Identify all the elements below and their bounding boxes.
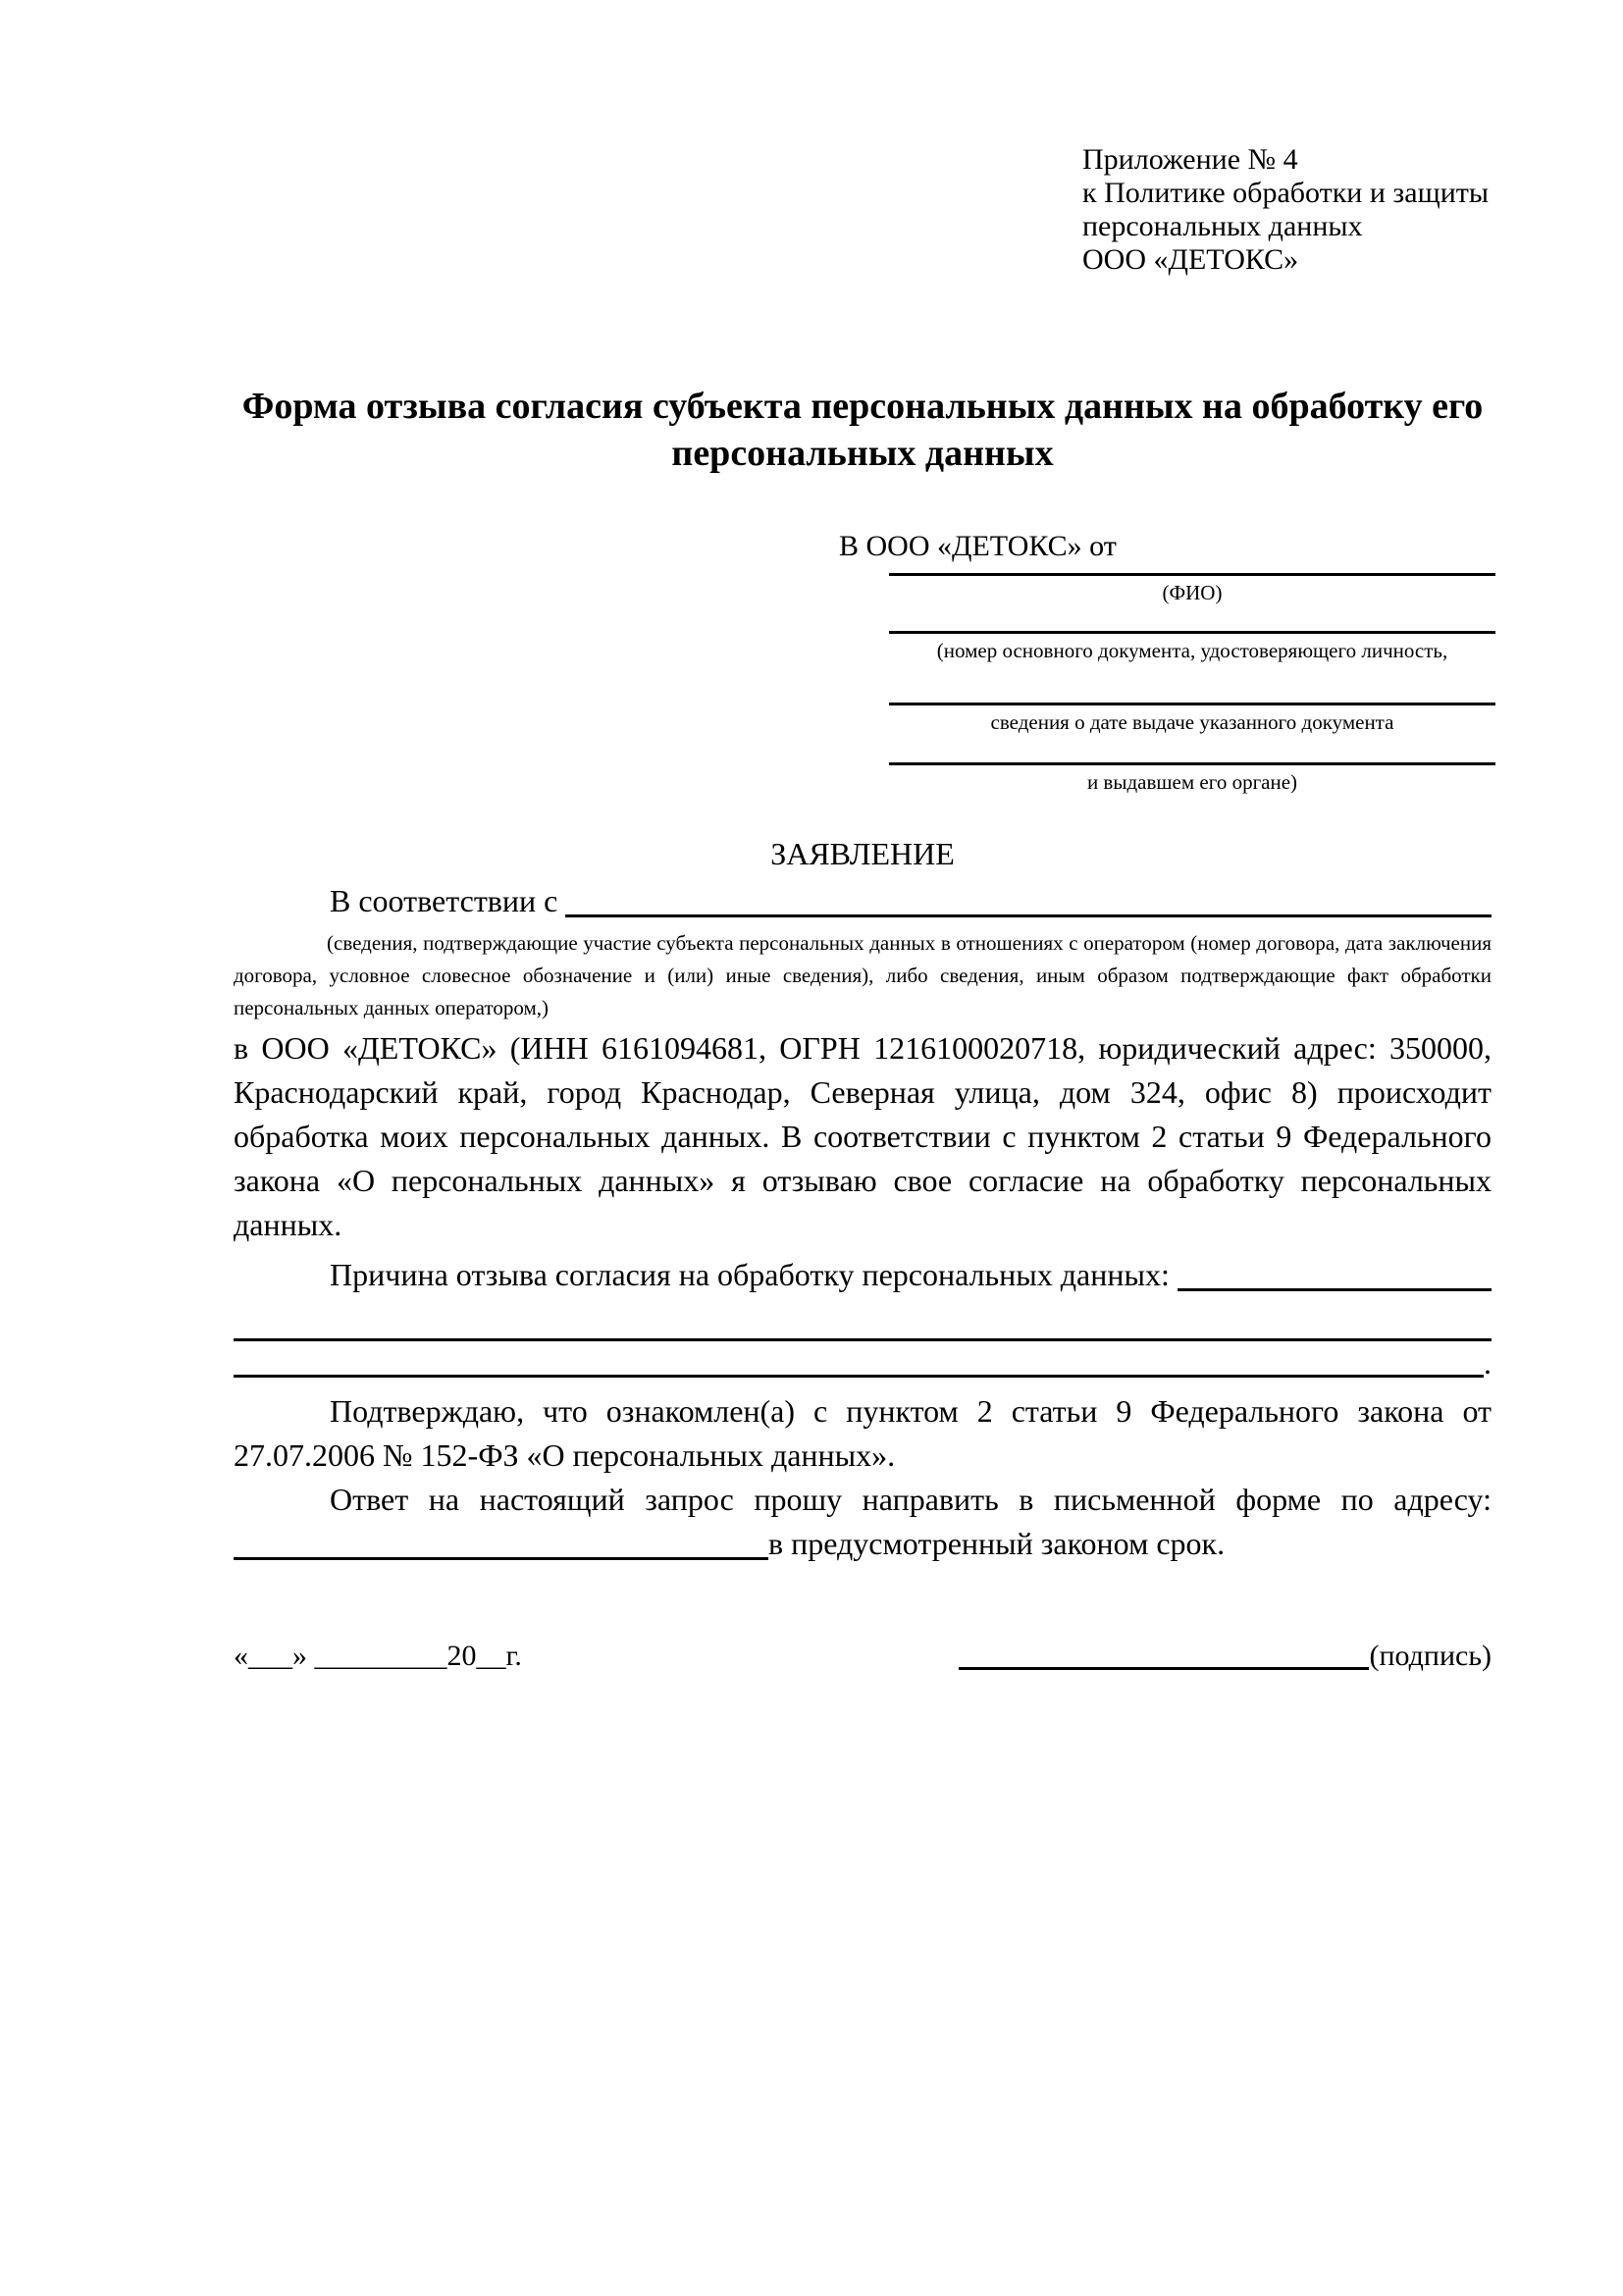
blank-line: [889, 762, 1495, 765]
first-line-indent: [234, 879, 330, 923]
signature-group: [959, 1637, 1492, 1676]
date-signature-row: [234, 1637, 1492, 1676]
address-blank-line: [234, 1522, 768, 1560]
accordance-blank-line: [565, 879, 1492, 917]
period-after-blank: .: [1484, 1345, 1492, 1381]
accordance-row: [234, 879, 1492, 923]
field-caption: и выдавшем его органе): [1086, 770, 1298, 794]
field-caption: (номер основного документа, удостоверяющего личность,: [936, 639, 1448, 662]
blank-line: [889, 703, 1495, 705]
addressee-field-fio: [889, 573, 1495, 605]
date-blank-line: «___» _________20__г.: [234, 1640, 522, 1672]
reason-blank-line: [1178, 1253, 1492, 1291]
statement-heading: ЗАЯВЛЕНИЕ: [770, 836, 955, 871]
reason-blank-line-3: [234, 1341, 1492, 1385]
addressee-to-line: В ООО «ДЕТОКС» от: [839, 530, 1117, 562]
appendix-header-line: персональных данных: [1082, 210, 1363, 242]
document-title: Форма отзыва согласия субъекта персональных данных на обработку его персональных данных: [241, 386, 1484, 474]
signature-caption: (подпись): [1369, 1640, 1492, 1672]
addressee-field-document-number: [889, 631, 1495, 663]
appendix-header: [1082, 143, 1623, 277]
reason-row: [234, 1253, 1492, 1297]
signature-blank-line: [959, 1637, 1369, 1670]
reply-tail-row: [234, 1522, 1492, 1566]
reply-tail-text: в предусмотренный законом срок.: [768, 1526, 1226, 1561]
reason-lead: Причина отзыва согласия на обработку персональных данных:: [330, 1257, 1178, 1292]
addressee-block: [839, 528, 1495, 795]
field-caption: сведения о дате выдаче указанного документа: [990, 710, 1394, 734]
blank-line: [889, 573, 1495, 576]
blank-line: [889, 631, 1495, 634]
addressee-field-issue-date: [889, 703, 1495, 735]
appendix-header-line: Приложение № 4: [1082, 143, 1298, 176]
appendix-header-line: ООО «ДЕТОКС»: [1082, 243, 1299, 276]
confirm-paragraph: Подтверждаю, что ознакомлен(а) с пунктом 2 статьи 9 Федерального закона от 27.07.2006 № 152-ФЗ «О персональных данных».: [234, 1393, 1492, 1473]
accordance-lead: В соответствии с: [330, 883, 566, 918]
reason-blank-line-2: [234, 1297, 1492, 1341]
body-paragraph: в ООО «ДЕТОКС» (ИНН 6161094681, ОГРН 1216100020718, юридический адрес: 350000, Краснодарский край, город Краснодар, Северная улица, дом 324, офис 8) происходит обработка моих персональных данных. В соответствии с пунктом 2 статьи 9 Федерального закона «О персональных данных» я отзываю свое согласие на обработку персональных данных.: [234, 1030, 1492, 1242]
field-caption: (ФИО): [1162, 581, 1223, 604]
blank-line: [234, 1341, 1484, 1378]
first-line-indent: [234, 1253, 330, 1297]
fine-print-note: (сведения, подтверждающие участие субъекта персональных данных в отношениях с оператором (номер договора, дата заключения договора, условное словесное обозначение и (или) иные сведения), либо сведения, иным образом подтверждающие факт обработки персональных данных оператором,): [234, 931, 1492, 1019]
reply-paragraph: Ответ на настоящий запрос прошу направить в письменной форме по адресу:: [330, 1482, 1492, 1517]
appendix-header-line: к Политике обработки и защиты: [1082, 177, 1490, 209]
addressee-field-issuing-authority: [889, 762, 1495, 795]
